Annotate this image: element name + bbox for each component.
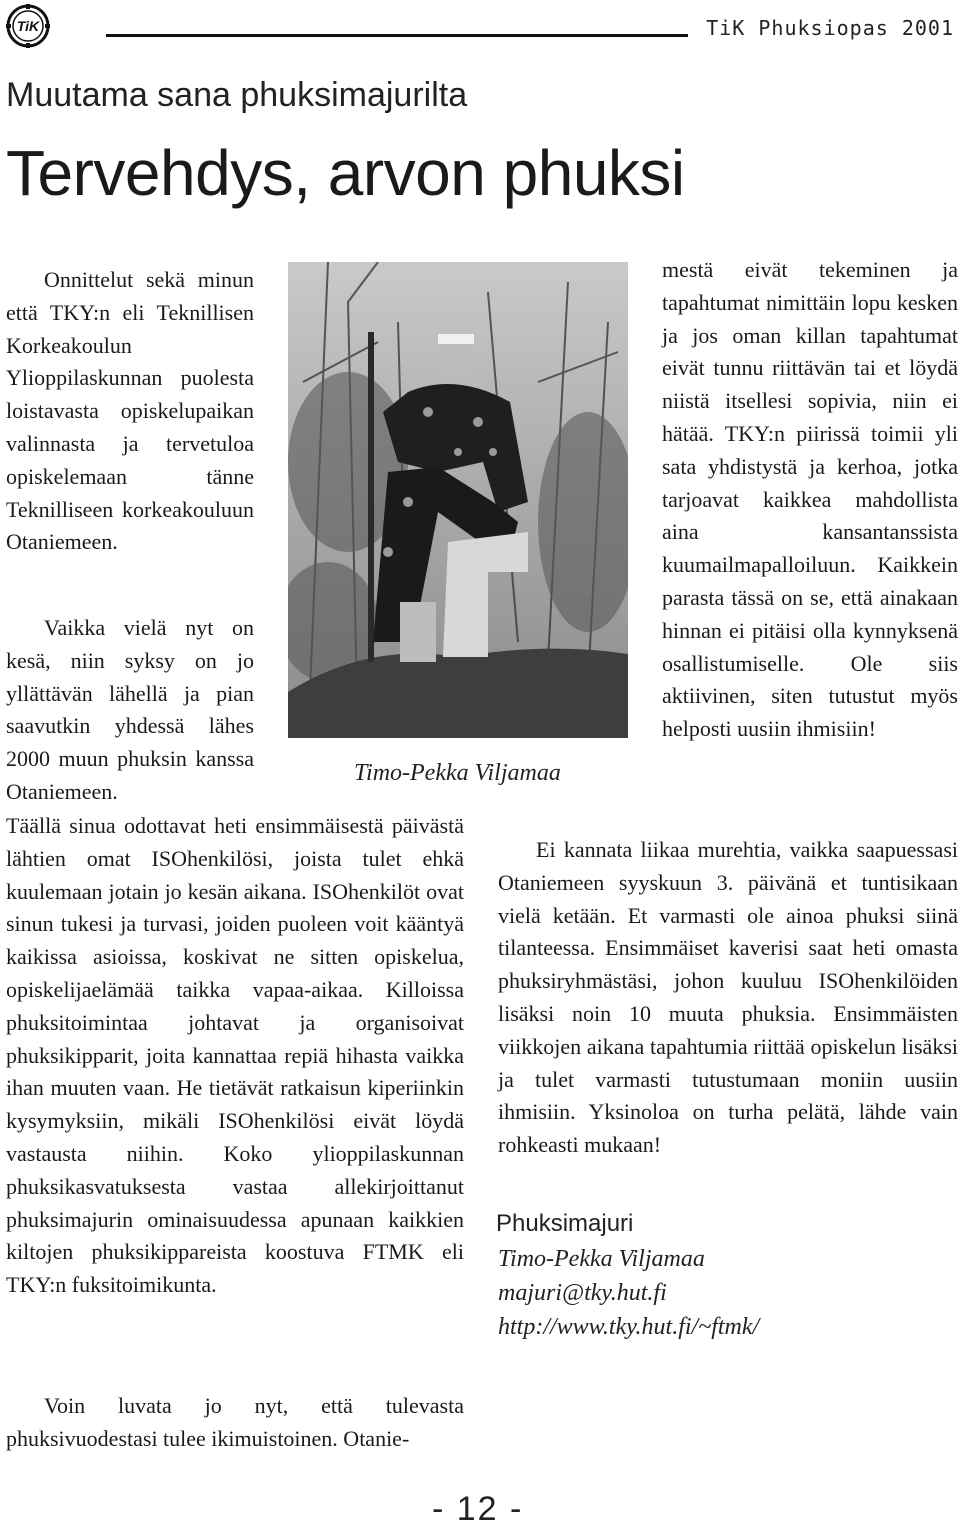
photo-phuksimajuri bbox=[288, 262, 628, 738]
publication-title: TiK Phuksiopas 2001 bbox=[706, 16, 954, 40]
left-paragraph-4: Voin luvata jo nyt, että tulevasta phuksivuodestasi tulee ikimuistoinen. Otanie- bbox=[6, 1393, 464, 1451]
photo-illustration bbox=[288, 262, 628, 738]
left-paragraph-2: Vaikka vielä nyt on kesä, niin syksy on jo yllättävän lähellä ja pian saavutkin yhdessä lähes 2000 muun phuksin kanssa Otaniemeen. bbox=[6, 615, 254, 804]
left-paragraph-3: Täällä sinua odottavat heti ensimmäisestä päivästä lähtien omat ISOhenkilösi, joista tulet ehkä kuulemaan jotain jo kesän aikana. ISOhenkilöt ovat sinun tukesi ja turvasi, joiden puoleen voit kääntyä kaikissa asioissa, koskivat ne sitten opiskelua, opiskelijaelämää taikka vapaa-aikaa. Killoissa phuksitoimintaa johtavat ja organisoivat phuksikipparit, joita kannattaa repiä hihasta vaikka ihan muuten vaan. He tietävät ratkaisun kiperiinkin kysymyksiin, mikäli ISOhenkilösi eivät löydä vastausta niihin. Koko ylioppilaskunnan phuksikasvatuksesta vastaa allekirjoittanut phuksimajurin ominaisuudessa apunaan kaikkien kiltojen phuksikippareista koostuva FTMK eli TKY:n fuksitoimikunta. bbox=[6, 813, 464, 1298]
kicker: Muutama sana phuksimajurilta bbox=[6, 76, 468, 114]
signature-title: Phuksimajuri bbox=[496, 1210, 634, 1237]
right-paragraph-1: mestä eivät tekeminen ja tapahtumat nimittäin lopu kesken ja jos oman killan tapahtumat eivät tunnu riittävän tai et löydä niistä itsellesi sopivia, niin ei hätää. TKY:n piirissä toimii yli sata yhdistystä ja kerhoa, jotka tarjoavat kaikkea mahdollista aina kansantanssista kuumailmapalloiluun. Kaikkein parasta tässä on se, että ainakaan hinnan ei pitäisi olla kynnyksenä osallistumiselle. Ole siis aktiivinen, siten tutustut myös helposti uusiin ihmisiin! bbox=[662, 257, 958, 742]
tik-logo bbox=[6, 4, 50, 48]
signature-name: Timo-Pekka Viljamaa bbox=[498, 1246, 705, 1272]
logo-text: TiK bbox=[16, 18, 40, 34]
header-rule bbox=[106, 34, 688, 37]
signature-email[interactable]: majuri@tky.hut.fi bbox=[498, 1280, 667, 1306]
page-number: - 12 - bbox=[432, 1490, 524, 1528]
headline: Tervehdys, arvon phuksi bbox=[6, 137, 685, 209]
right-paragraph-2: Ei kannata liikaa murehtia, vaikka saapuessasi Otaniemeen syyskuun 3. päivänä et tuntisikaan vielä ketään. Et varmasti ole ainoa phuksi siinä tilanteessa. Ensimmäiset kaverisi saat heti omasta phuksiryhmästäsi, johon kuuluu ISOhenkilöiden lisäksi noin 10 muuta phuksia. Ensimmäisten viikkojen aikana tapahtumia riittää opiskelun lisäksi ja tulet varmasti tutustumaan moniin uusiin ihmisiin. Yksinoloa on turha pelätä, lähde vain rohkeasti mukaan! bbox=[498, 837, 958, 1158]
signature-url[interactable]: http://www.tky.hut.fi/~ftmk/ bbox=[498, 1314, 760, 1340]
photo-caption: Timo-Pekka Viljamaa bbox=[354, 760, 561, 786]
left-paragraph-1: Onnittelut sekä minun että TKY:n eli Teknillisen Korkeakoulun Ylioppilaskunnan puolesta loistavasta opiskelupaikan valinnasta ja tervetuloa opiskelemaan tänne Teknilliseen korkeakouluun Otaniemeen. bbox=[6, 267, 254, 555]
